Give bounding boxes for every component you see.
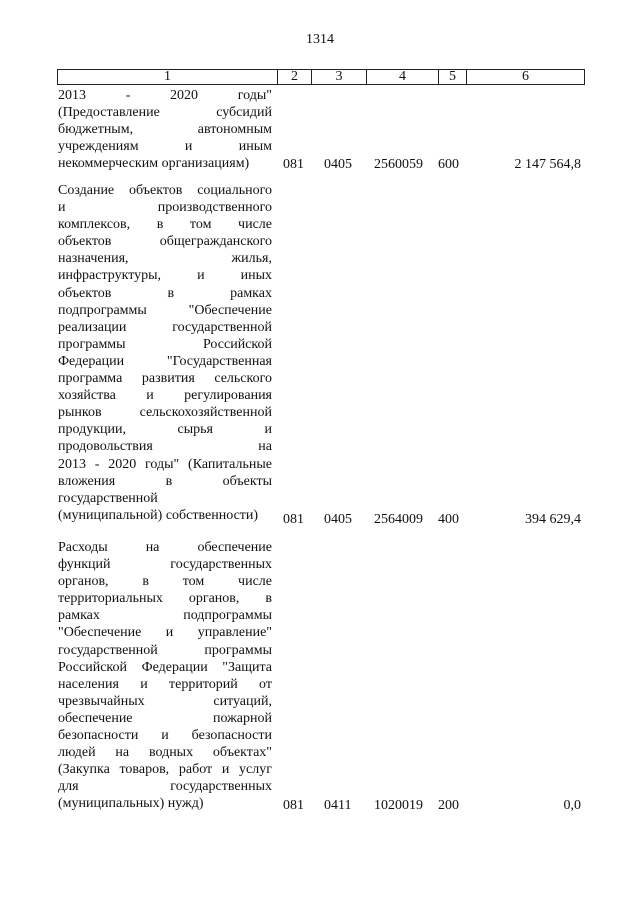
description-line: продукции, сырья и bbox=[58, 422, 272, 438]
description-line: рамках подпрограммы bbox=[58, 608, 272, 624]
row-3-description bbox=[58, 539, 272, 813]
description-line: Федерации "Государственная bbox=[58, 353, 272, 369]
row-2-description bbox=[58, 182, 272, 524]
description-line: чрезвычайных ситуаций, bbox=[58, 693, 272, 709]
description-line: функций государственных bbox=[58, 557, 272, 573]
description-line: объектов общегражданского bbox=[58, 234, 272, 250]
row-2-target: 2564009 bbox=[374, 512, 423, 527]
header-col-3: 3 bbox=[312, 70, 367, 84]
header-col-6: 6 bbox=[522, 69, 529, 84]
description-line: (Предоставление субсидий bbox=[58, 105, 272, 121]
description-line: инфраструктуры, и иных bbox=[58, 268, 272, 284]
row-1-amount: 2 147 564,8 bbox=[514, 157, 581, 172]
header-col-1: 1 bbox=[58, 70, 278, 84]
description-line: объектов в рамках bbox=[58, 285, 272, 301]
description-line: 2013 - 2020 годы" bbox=[58, 88, 272, 103]
header-col-5: 5 bbox=[439, 70, 467, 84]
page-number: 1314 bbox=[306, 32, 334, 47]
description-line: некоммерческим организациям) bbox=[58, 156, 250, 172]
description-line: программы Российской bbox=[58, 336, 272, 352]
description-line: "Обеспечение и управление" bbox=[58, 625, 272, 641]
description-line: учреждениям и иным bbox=[58, 139, 272, 155]
header-col-2: 2 bbox=[278, 70, 312, 84]
table-header bbox=[57, 69, 585, 85]
description-line: подпрограммы "Обеспечение bbox=[58, 302, 272, 318]
description-line: назначения, жилья, bbox=[58, 251, 272, 267]
row-3-amount: 0,0 bbox=[563, 798, 581, 813]
row-1-section: 0405 bbox=[324, 157, 352, 172]
row-2-type: 400 bbox=[438, 512, 459, 527]
row-3-section: 0411 bbox=[324, 798, 352, 813]
description-line: (муниципальной) собственности) bbox=[58, 507, 259, 523]
description-line: продовольствия на bbox=[58, 439, 272, 455]
row-2-section: 0405 bbox=[324, 512, 352, 527]
description-line: Создание объектов социального bbox=[58, 183, 272, 198]
row-3-target: 1020019 bbox=[374, 798, 423, 813]
description-line: обеспечение пожарной bbox=[58, 710, 272, 726]
description-line: государственной bbox=[58, 490, 158, 506]
row-1-target: 2560059 bbox=[374, 157, 423, 172]
description-line: реализации государственной bbox=[58, 319, 272, 335]
row-1-type: 600 bbox=[438, 157, 459, 172]
description-line: Расходы на обеспечение bbox=[58, 540, 272, 555]
description-line: программа развития сельского bbox=[58, 371, 272, 387]
description-line: территориальных органов, в bbox=[58, 591, 272, 607]
description-line: комплексов, в том числе bbox=[58, 217, 272, 233]
description-line: хозяйства и регулирования bbox=[58, 388, 272, 404]
row-1-description bbox=[58, 87, 272, 172]
description-line: рынков сельскохозяйственной bbox=[58, 405, 272, 421]
description-line: населения и территорий от bbox=[58, 676, 272, 692]
row-3-code: 081 bbox=[283, 798, 304, 813]
row-2-amount: 394 629,4 bbox=[525, 512, 581, 527]
row-2-code: 081 bbox=[283, 512, 304, 527]
row-3-type: 200 bbox=[438, 798, 459, 813]
description-line: органов, в том числе bbox=[58, 574, 272, 590]
description-line: людей на водных объектах" bbox=[58, 745, 272, 761]
description-line: вложения в объекты bbox=[58, 473, 272, 489]
description-line: государственной программы bbox=[58, 642, 272, 658]
description-line: безопасности и безопасности bbox=[58, 728, 272, 744]
description-line: (Закупка товаров, работ и услуг bbox=[58, 762, 272, 778]
header-col-4: 4 bbox=[367, 70, 439, 84]
description-line: для государственных bbox=[58, 779, 272, 795]
description-line: Российской Федерации "Защита bbox=[58, 659, 272, 675]
row-1-code: 081 bbox=[283, 157, 304, 172]
description-line: 2013 - 2020 годы" (Капитальные bbox=[58, 456, 272, 472]
description-line: бюджетным, автономным bbox=[58, 122, 272, 138]
description-line: и производственного bbox=[58, 200, 272, 216]
description-line: (муниципальных) нужд) bbox=[58, 796, 204, 812]
